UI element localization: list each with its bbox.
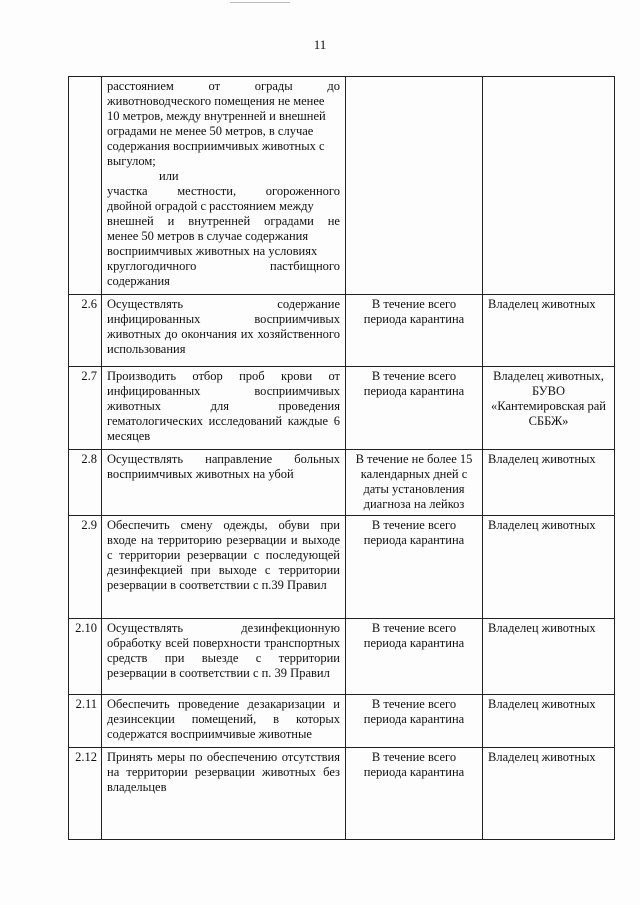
continuation-line: менее 50 метров в случае содержания [107,229,309,243]
row-term: В течение всего периода карантина [346,295,483,367]
row-action: Обеспечить смену одежды, обуви при входе на территорию резервации и выходе с территории резервации с последующей дезинфекцией при выходе с территории резервации в соответствии с п.39 Правил [102,516,346,619]
row-term: В течение всего периода карантина [346,695,483,748]
continuation-line: внешней и внутренней оградами не [107,214,340,228]
row-action: Осуществлять направление больных восприимчивых животных на убой [102,450,346,516]
row-term: В течение всего периода карантина [346,748,483,840]
continuation-line: животноводческого помещения не менее [107,94,325,108]
row-responsible: Владелец животных [483,695,615,748]
continuation-line: круглогодичного пастбищного [107,259,340,273]
table-row-continuation [69,77,615,295]
continuation-line: двойной оградой с расстоянием между [107,199,314,213]
row-responsible: Владелец животных [483,295,615,367]
row-action: Производить отбор проб крови от инфицированных восприимчивых животных для проведения гематологических исследований каждые 6 месяцев [102,367,346,450]
row-number: 2.9 [69,516,102,619]
cell-action-continuation [102,77,346,295]
continuation-line: содержания [107,274,170,288]
row-responsible: Владелец животных [483,450,615,516]
row-action: Обеспечить проведение дезакаризации и дезинсекции помещений, в которых содержатся восприимчивые животные [102,695,346,748]
table-row [69,450,615,516]
continuation-line: участка местности, огороженного [107,184,340,198]
table-row [69,295,615,367]
row-term: В течение всего периода карантина [346,367,483,450]
row-responsible: Владелец животных [483,516,615,619]
continuation-or: или [159,169,179,183]
continuation-line: 10 метров, между внутренней и внешней [107,109,326,123]
row-term: В течение всего периода карантина [346,516,483,619]
row-responsible: Владелец животных [483,748,615,840]
table-row [69,516,615,619]
cell-responsible [483,77,615,295]
row-responsible: Владелец животных [483,619,615,695]
row-number: 2.11 [69,695,102,748]
table-row [69,748,615,840]
table-row [69,695,615,748]
row-action: Осуществлять дезинфекционную обработку всей поверхности транспортных средств при выезде с территории резервации в соответствии с п. 39 Правил [102,619,346,695]
continuation-line: расстоянием от ограды до [107,79,340,93]
row-term: В течение всего периода карантина [346,619,483,695]
row-number: 2.10 [69,619,102,695]
row-responsible: Владелец животных, БУВО «Кантемировская рай СББЖ» [483,367,615,450]
continuation-line: восприимчивых животных на условиях [107,244,318,258]
row-number: 2.6 [69,295,102,367]
continuation-line: содержания восприимчивых животных с [107,139,325,153]
cell-term [346,77,483,295]
table-row [69,619,615,695]
page-number: 11 [313,37,327,52]
cell-num [69,77,102,295]
row-number: 2.8 [69,450,102,516]
table-row [69,367,615,450]
continuation-line: оградами не менее 50 метров, в случае [107,124,314,138]
scan-artifact [230,2,290,3]
row-term: В течение не более 15 календарных дней с даты установления диагноза на лейкоз [346,450,483,516]
row-number: 2.7 [69,367,102,450]
continuation-line: выгулом; [107,154,156,168]
row-action: Осуществлять содержание инфицированных восприимчивых животных до окончания их хозяйственного использования [102,295,346,367]
measures-table [68,76,615,840]
row-number: 2.12 [69,748,102,840]
row-action: Принять меры по обеспечению отсутствия на территории резервации животных без владельцев [102,748,346,840]
